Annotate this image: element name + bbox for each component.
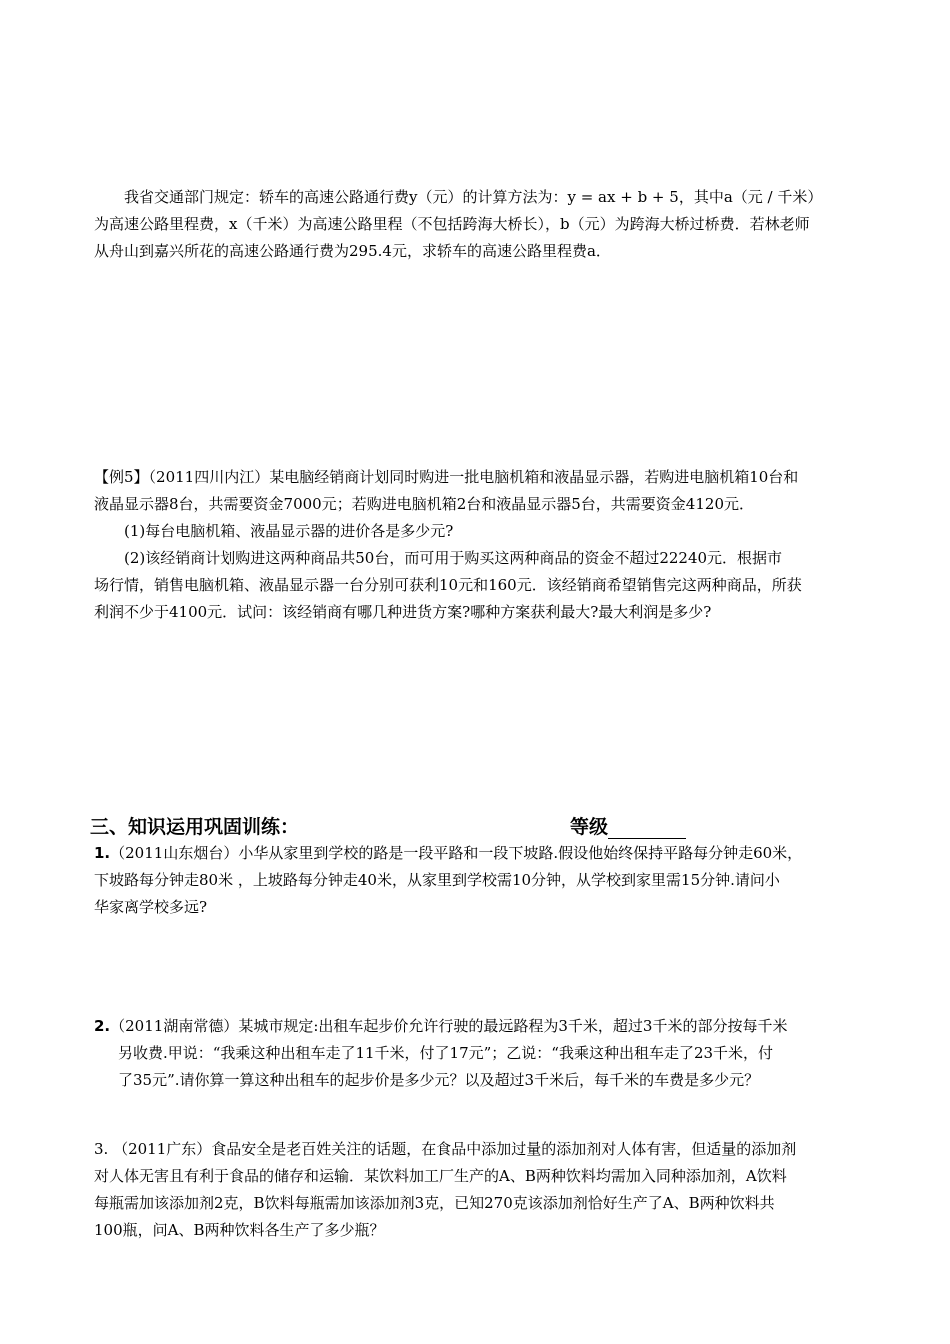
example-5 bbox=[94, 464, 874, 626]
text-line: 【例5】（2011四川内江）某电脑经销商计划同时购进一批电脑机箱和液晶显示器，若购进电脑机箱10台和 bbox=[94, 468, 799, 486]
text-line: 100瓶，问A、B两种饮料各生产了多少瓶？ bbox=[94, 1221, 385, 1239]
text-line: 了35元”.请你算一算这种出租车的起步价是多少元？以及超过3千米后，每千米的车费是多少元？ bbox=[118, 1071, 760, 1089]
grade-field bbox=[570, 812, 686, 839]
text-line: 3. （2011广东）食品安全是老百姓关注的话题，在食品中添加过量的添加剂对人体有害，但适量的添加剂 bbox=[94, 1140, 797, 1158]
highway-fee-problem bbox=[94, 184, 874, 265]
text-line: 利润不少于4100元．试问：该经销商有哪几种进货方案?哪种方案获利最大?最大利润是多少? bbox=[94, 603, 712, 621]
text-line: 下坡路每分钟走80米 ，上坡路每分钟走40米，从家里到学校需10分钟，从学校到家里需15分钟.请问小 bbox=[94, 871, 780, 889]
grade-label: 等级 bbox=[570, 816, 609, 838]
section-title: 三、知识运用巩固训练： bbox=[90, 816, 300, 838]
text-line: （2011湖南常德）某城市规定:出租车起步价允许行驶的最远路程为3千米，超过3千米的部分按每千米 bbox=[110, 1017, 788, 1035]
text-line: 液晶显示器8台，共需要资金7000元；若购进电脑机箱2台和液晶显示器5台，共需要资金4120元． bbox=[94, 495, 754, 513]
text-line: 另收费.甲说：“我乘这种出租车走了11千米，付了17元”；乙说：“我乘这种出租车走了23千米，付 bbox=[118, 1044, 774, 1062]
section-heading bbox=[90, 812, 710, 839]
problem-2 bbox=[94, 1013, 874, 1094]
text-line: （2011山东烟台）小华从家里到学校的路是一段平路和一段下坡路.假设他始终保持平路每分钟走60米， bbox=[110, 844, 803, 862]
problem-number: 2. bbox=[94, 1017, 111, 1035]
text-line: 每瓶需加该添加剂2克，B饮料每瓶需加该添加剂3克，已知270克该添加剂恰好生产了A、B两种饮料共 bbox=[94, 1194, 775, 1212]
problem-1 bbox=[94, 840, 874, 921]
problem-number: 1. bbox=[94, 844, 111, 862]
grade-blank[interactable] bbox=[608, 818, 686, 839]
text-line: 从舟山到嘉兴所花的高速公路通行费为295.4元，求轿车的高速公路里程费a． bbox=[94, 242, 611, 260]
text-line: 场行情，销售电脑机箱、液晶显示器一台分别可获利10元和160元．该经销商希望销售完这两种商品，所获 bbox=[94, 576, 802, 594]
sub-question-1: (1)每台电脑机箱、液晶显示器的进价各是多少元? bbox=[124, 522, 454, 540]
text-line: 为高速公路里程费，x（千米）为高速公路里程（不包括跨海大桥长），b（元）为跨海大桥过桥费．若林老师 bbox=[94, 215, 810, 233]
problem-3 bbox=[94, 1136, 874, 1244]
text-line: 华家离学校多远? bbox=[94, 898, 208, 916]
text-line: 我省交通部门规定：轿车的高速公路通行费y（元）的计算方法为：y = ax + b + 5，其中a（元 / 千米） bbox=[124, 188, 823, 206]
sub-question-2: (2)该经销商计划购进这两种商品共50台，而可用于购买这两种商品的资金不超过22240元．根据市 bbox=[124, 549, 783, 567]
text-line: 对人体无害且有利于食品的储存和运输．某饮料加工厂生产的A、B两种饮料均需加入同种添加剂，A饮料 bbox=[94, 1167, 787, 1185]
